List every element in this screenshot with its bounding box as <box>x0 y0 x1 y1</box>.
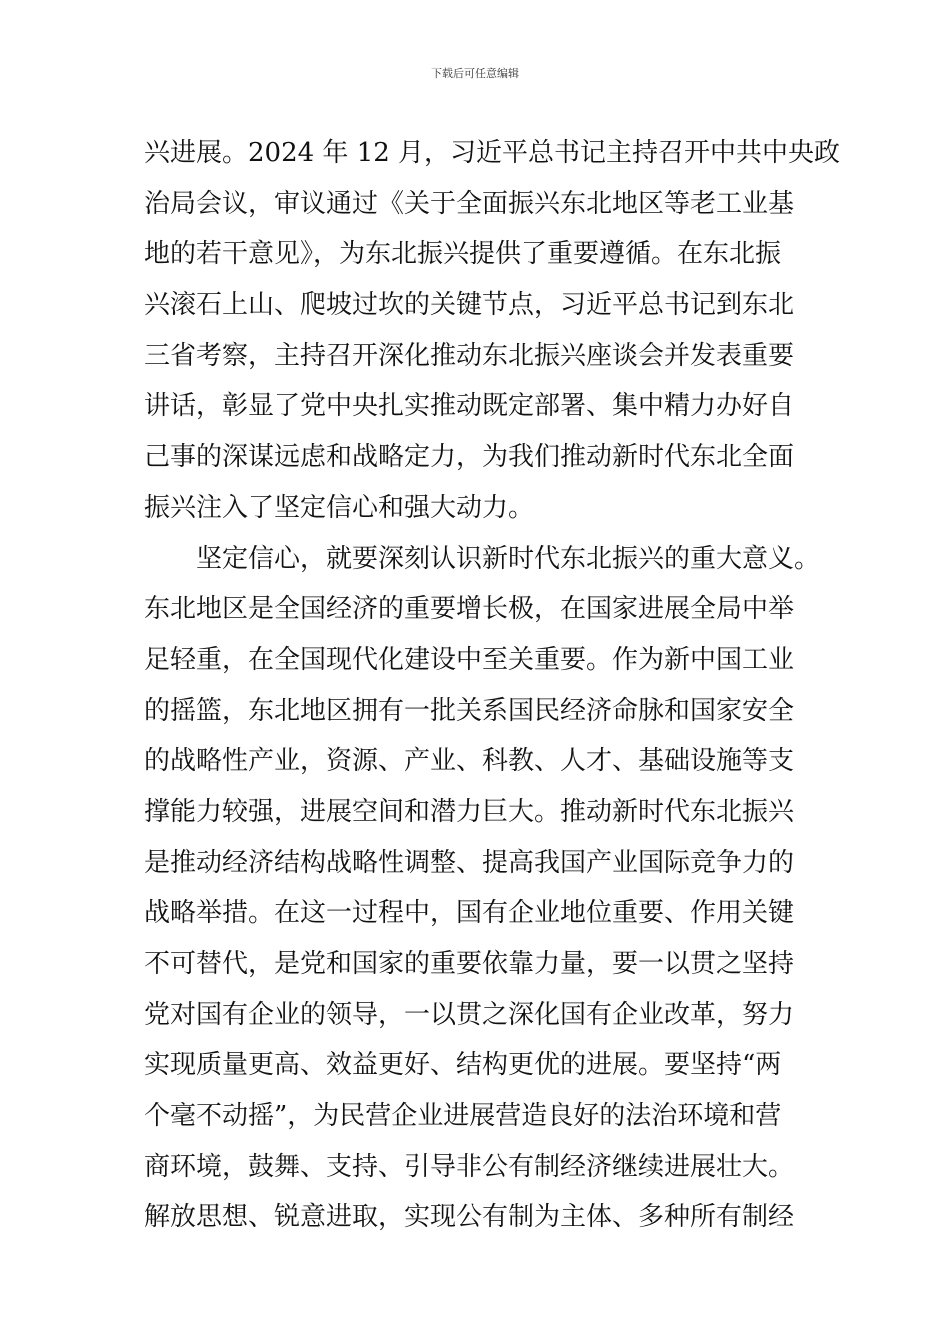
text-line: 商环境，鼓舞、支持、引导非公有制经济继续进展壮大。 <box>144 1151 795 1182</box>
text-line: 实现质量更高、效益更好、结构更优的进展。要坚持“两 <box>144 1050 782 1081</box>
text-line: 撑能力较强，进展空间和潜力巨大。推动新时代东北振兴 <box>144 796 795 827</box>
text-line: 个毫不动摇”，为民营企业进展营造良好的法治环境和营 <box>144 1101 782 1132</box>
text-line: 的战略性产业，资源、产业、科教、人才、基础设施等支 <box>144 746 795 777</box>
text-line: 兴滚石上山、爬坡过坎的关键节点，习近平总书记到东北 <box>144 290 795 321</box>
text-line: 三省考察，主持召开深化推动东北振兴座谈会并发表重要 <box>144 340 795 371</box>
header-note: 下载后可任意编辑 <box>431 67 519 80</box>
text-line: 解放思想、锐意进取，实现公有制为主体、多种所有制经 <box>144 1202 795 1233</box>
text-line: 兴进展。2024 年 12 月，习近平总书记主持召开中共中央政 <box>144 138 841 168</box>
text-line: 党对国有企业的领导，一以贯之深化国有企业改革，努力 <box>144 999 795 1030</box>
body-text <box>144 128 841 1243</box>
text-line: 治局会议，审议通过《关于全面振兴东北地区等老工业基 <box>144 188 795 219</box>
text-line: 地的若干意见》，为东北振兴提供了重要遵循。在东北振 <box>144 239 782 270</box>
text-line: 不可替代，是党和国家的重要依靠力量，要一以贯之坚持 <box>144 949 795 979</box>
text-line: 战略举措。在这一过程中，国有企业地位重要、作用关键 <box>144 898 795 929</box>
text-line: 振兴注入了坚定信心和强大动力。 <box>144 492 535 523</box>
text-line: 讲话，彰显了党中央扎实推动既定部署、集中精力办好自 <box>144 391 795 422</box>
paragraph-first-line: 坚定信心，就要深刻认识新时代东北振兴的重大意义。 <box>196 543 821 574</box>
text-line: 足轻重，在全国现代化建设中至关重要。作为新中国工业 <box>144 644 795 675</box>
text-line: 是推动经济结构战略性调整、提高我国产业国际竞争力的 <box>144 847 795 878</box>
text-line: 东北地区是全国经济的重要增长极，在国家进展全局中举 <box>144 594 795 625</box>
text-line: 己事的深谋远虑和战略定力，为我们推动新时代东北全面 <box>144 442 795 473</box>
text-line: 的摇篮，东北地区拥有一批关系国民经济命脉和国家安全 <box>144 695 795 726</box>
